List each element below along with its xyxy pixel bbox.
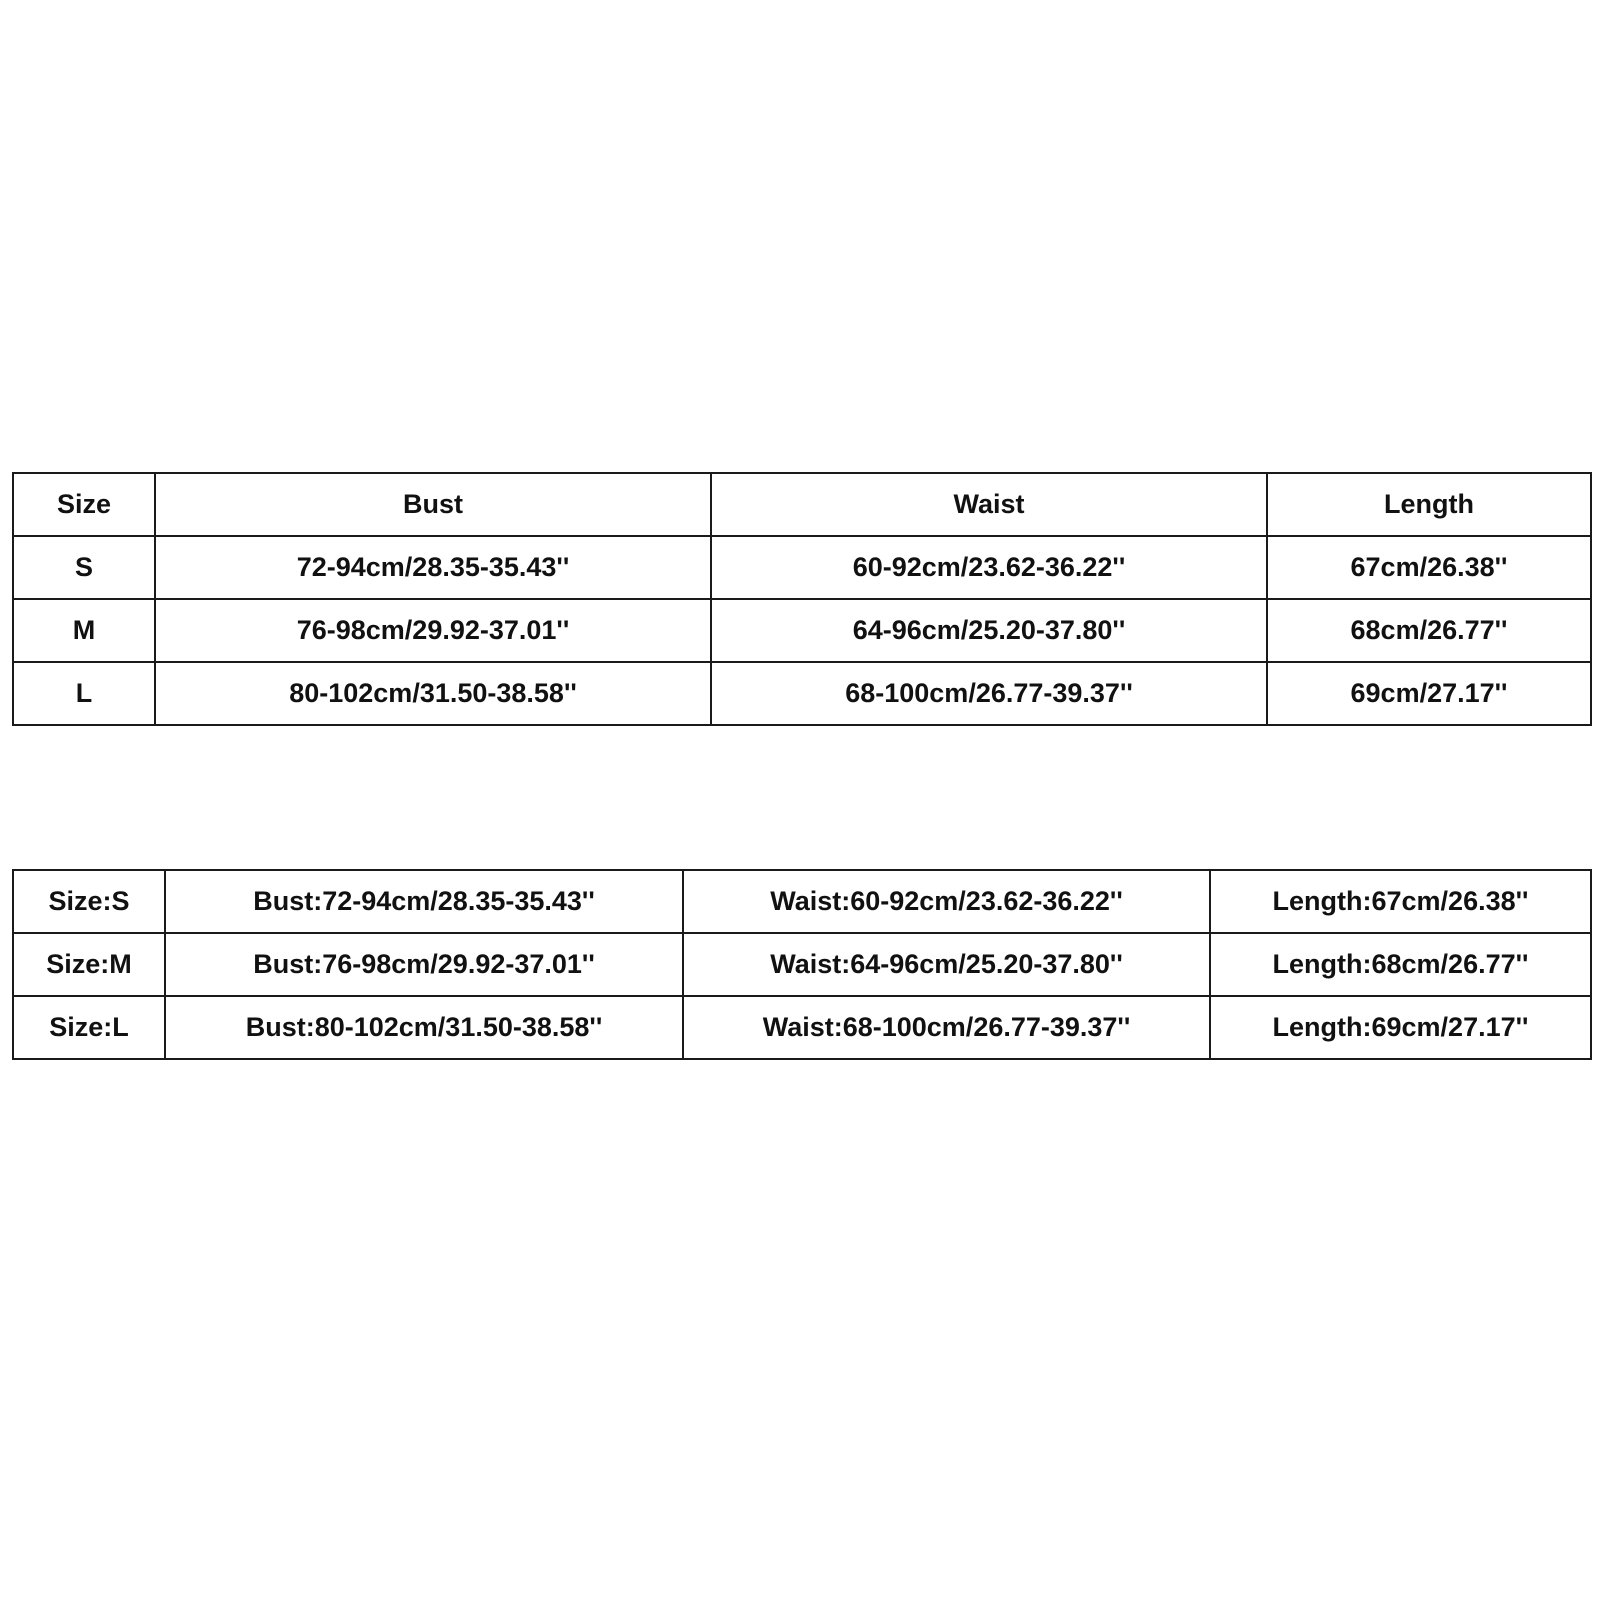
table-row	[13, 536, 1591, 599]
size-cell: Size:S	[13, 870, 165, 933]
length-cell: 67cm/26.38''	[1267, 536, 1591, 599]
table-row	[13, 996, 1591, 1059]
size-cell: L	[13, 662, 155, 725]
table-row	[13, 933, 1591, 996]
length-cell: 68cm/26.77''	[1267, 599, 1591, 662]
waist-cell: 64-96cm/25.20-37.80''	[711, 599, 1267, 662]
size-cell: Size:M	[13, 933, 165, 996]
bust-cell: 80-102cm/31.50-38.58''	[155, 662, 711, 725]
bust-cell: 76-98cm/29.92-37.01''	[155, 599, 711, 662]
bust-header: Bust	[155, 473, 711, 536]
bust-cell: Bust:76-98cm/29.92-37.01''	[165, 933, 683, 996]
size-cell: S	[13, 536, 155, 599]
bust-cell: 72-94cm/28.35-35.43''	[155, 536, 711, 599]
waist-cell: Waist:60-92cm/23.62-36.22''	[683, 870, 1210, 933]
length-cell: Length:68cm/26.77''	[1210, 933, 1591, 996]
waist-cell: Waist:64-96cm/25.20-37.80''	[683, 933, 1210, 996]
table-row	[13, 870, 1591, 933]
waist-header: Waist	[711, 473, 1267, 536]
waist-cell: 68-100cm/26.77-39.37''	[711, 662, 1267, 725]
bust-cell: Bust:80-102cm/31.50-38.58''	[165, 996, 683, 1059]
table-row	[13, 662, 1591, 725]
size-cell: Size:L	[13, 996, 165, 1059]
waist-cell: 60-92cm/23.62-36.22''	[711, 536, 1267, 599]
size-cell: M	[13, 599, 155, 662]
length-cell: Length:67cm/26.38''	[1210, 870, 1591, 933]
size-header: Size	[13, 473, 155, 536]
table-row	[13, 599, 1591, 662]
length-cell: Length:69cm/27.17''	[1210, 996, 1591, 1059]
length-cell: 69cm/27.17''	[1267, 662, 1591, 725]
bust-cell: Bust:72-94cm/28.35-35.43''	[165, 870, 683, 933]
size-chart-table-labeled	[12, 869, 1592, 1060]
waist-cell: Waist:68-100cm/26.77-39.37''	[683, 996, 1210, 1059]
size-chart-table-columns	[12, 472, 1592, 726]
length-header: Length	[1267, 473, 1591, 536]
header-row	[13, 473, 1591, 536]
